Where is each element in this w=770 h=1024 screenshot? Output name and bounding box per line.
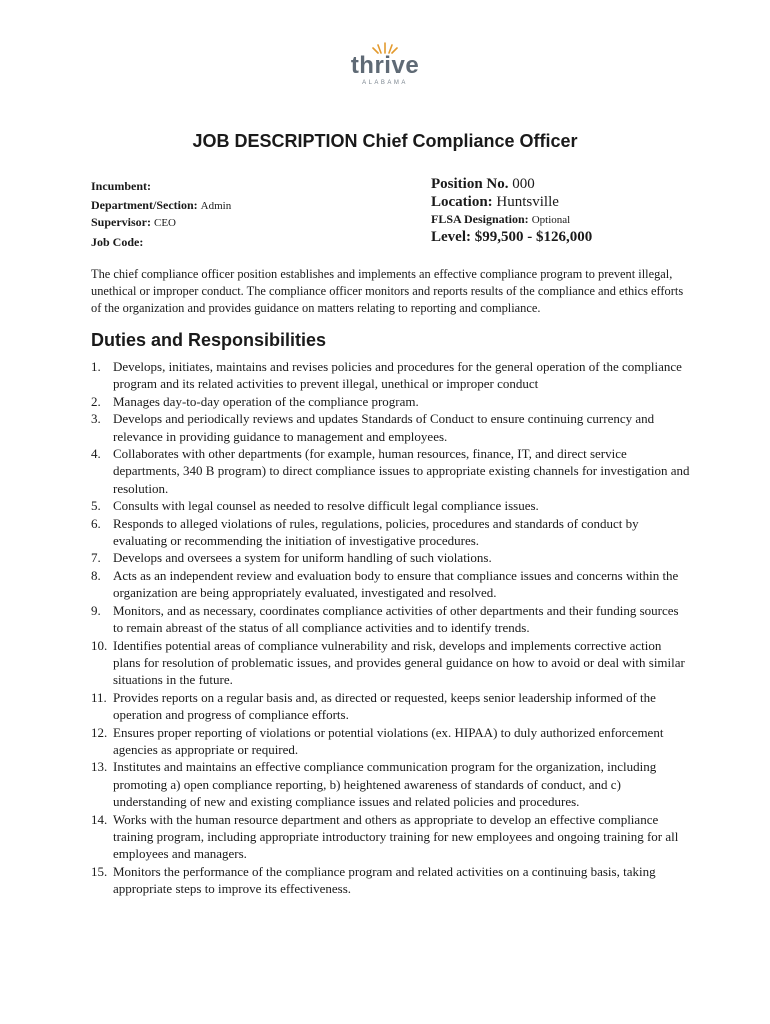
duty-number: 12. [91, 724, 108, 740]
position-label: Position No. [431, 176, 509, 192]
duty-text: Manages day-to-day operation of the compliance program. [113, 393, 419, 409]
duty-text: Institutes and maintains an effective compliance communication program for the organization, including promoting a) open compliance reporting, b) heightened awareness of standards of conduct, and c) understanding of new and existing compliance issues and related policies and procedures. [113, 759, 657, 810]
duty-number: 11. [91, 689, 107, 705]
duty-number: 8. [91, 567, 101, 583]
duty-text: Acts as an independent review and evaluation body to ensure that compliance issues and concerns within the organization are being appropriately evaluated, investigated and resolved. [113, 567, 679, 601]
flsa-label: FLSA Designation: [431, 212, 529, 226]
duty-item [91, 758, 691, 810]
duty-text: Monitors the performance of the compliance program and related activities on a continuing basis, taking appropriate steps to improve its effectiveness. [113, 863, 656, 897]
duty-number: 1. [91, 359, 101, 374]
duty-number: 4. [91, 446, 101, 462]
duty-number: 13. [91, 759, 108, 775]
meta-left [91, 178, 411, 250]
duty-number: 9. [91, 602, 101, 618]
logo-subtitle: ALABAMA [362, 80, 408, 86]
duty-text: Consults with legal counsel as needed to resolve difficult legal compliance issues. [113, 498, 539, 514]
level-row: Level: $99,500 - $126,000 [431, 229, 593, 245]
duty-item [91, 637, 691, 689]
department-value: Admin [200, 200, 232, 212]
job-code-label: Job Code: [91, 235, 144, 249]
duty-text: Responds to alleged violations of rules, regulations, policies, procedures and standards of conduct by evaluating or recommending the initiation of investigative procedures. [113, 515, 639, 549]
duty-item [91, 549, 691, 566]
duty-text: Works with the human resource department and others as appropriate to develop an effective compliance training program, including appropriate introductory training for new employees and ongoing training for all employees and managers. [113, 811, 679, 862]
position-summary: The chief compliance officer position establishes and implements an effective compliance program to prevent illegal, unethical or improper conduct. The compliance officer monitors and reports results of the compliance and ethics efforts of the organization and provides guidance on matters relating to reporting and compliance. [91, 267, 684, 315]
duty-item [91, 515, 691, 550]
position-row [431, 175, 691, 193]
location-row [431, 193, 691, 211]
meta-right [431, 175, 691, 246]
duty-text: Develops and periodically reviews and updates Standards of Conduct to ensure continuing currency and relevance in providing guidance to management and employees. [113, 411, 655, 444]
duty-number: 6. [91, 515, 101, 531]
duty-item [91, 445, 691, 497]
duty-text: Provides reports on a regular basis and, as directed or requested, keeps senior leadership informed of the operation and progress of compliance efforts. [113, 689, 656, 723]
duty-item [91, 410, 691, 445]
incumbent-label: Incumbent: [91, 179, 152, 193]
department-row [91, 197, 411, 214]
duty-item [91, 602, 691, 637]
duty-number: 2. [91, 393, 101, 409]
duty-number: 14. [91, 811, 108, 827]
duty-number: 5. [91, 498, 101, 514]
duty-text: Develops and oversees a system for uniform handling of such violations. [113, 550, 492, 566]
duty-text: Develops, initiates, maintains and revises policies and procedures for the general operation of the compliance program and its related activities to prevent illegal, unethical or improper conduct [113, 359, 682, 392]
duties-heading: Duties and Responsibilities [91, 330, 327, 350]
location-value: Huntsville [496, 194, 559, 210]
page-title: JOB DESCRIPTION Chief Compliance Officer [192, 131, 578, 151]
location-label: Location: [431, 194, 493, 210]
duty-item [91, 497, 691, 514]
supervisor-label: Supervisor: [91, 215, 151, 229]
department-label: Department/Section: [91, 198, 198, 212]
duty-item [91, 724, 691, 759]
duty-item [91, 393, 691, 410]
duty-text: Identifies potential areas of compliance vulnerability and risk, develops and implements corrective action plans for resolution of problematic issues, and provides general guidance on how to avoid or deal with similar situations in the future. [113, 637, 685, 688]
position-value: 000 [512, 176, 535, 192]
duty-number: 10. [91, 637, 108, 653]
duty-item [91, 811, 691, 863]
duty-item [91, 567, 691, 602]
duty-item [91, 689, 691, 724]
flsa-value: Optional [531, 214, 571, 226]
duty-text: Monitors, and as necessary, coordinates compliance activities of other departments and their funding sources to remain abreast of the status of all compliance activities and to identify trends. [113, 602, 679, 636]
logo-wordmark: thrive [350, 52, 420, 79]
duties-list [91, 358, 691, 898]
incumbent-row [91, 178, 411, 194]
thrive-logo [0, 40, 770, 86]
supervisor-row [91, 214, 411, 231]
duty-item [91, 863, 691, 898]
supervisor-value: CEO [154, 217, 176, 229]
duty-number: 7. [91, 550, 101, 566]
duty-number: 15. [91, 863, 108, 879]
job-code-row [91, 234, 411, 250]
duty-text: Ensures proper reporting of violations or potential violations (ex. HIPAA) to duly authorized enforcement agencies as appropriate or required. [113, 724, 664, 757]
duty-text: Collaborates with other departments (for example, human resources, finance, IT, and direct service departments, 340 B program) to direct compliance issues to appropriate existing channels for investigation and resolution. [113, 446, 690, 496]
flsa-row [431, 211, 691, 228]
duty-number: 3. [91, 411, 101, 427]
duty-item [91, 358, 691, 393]
